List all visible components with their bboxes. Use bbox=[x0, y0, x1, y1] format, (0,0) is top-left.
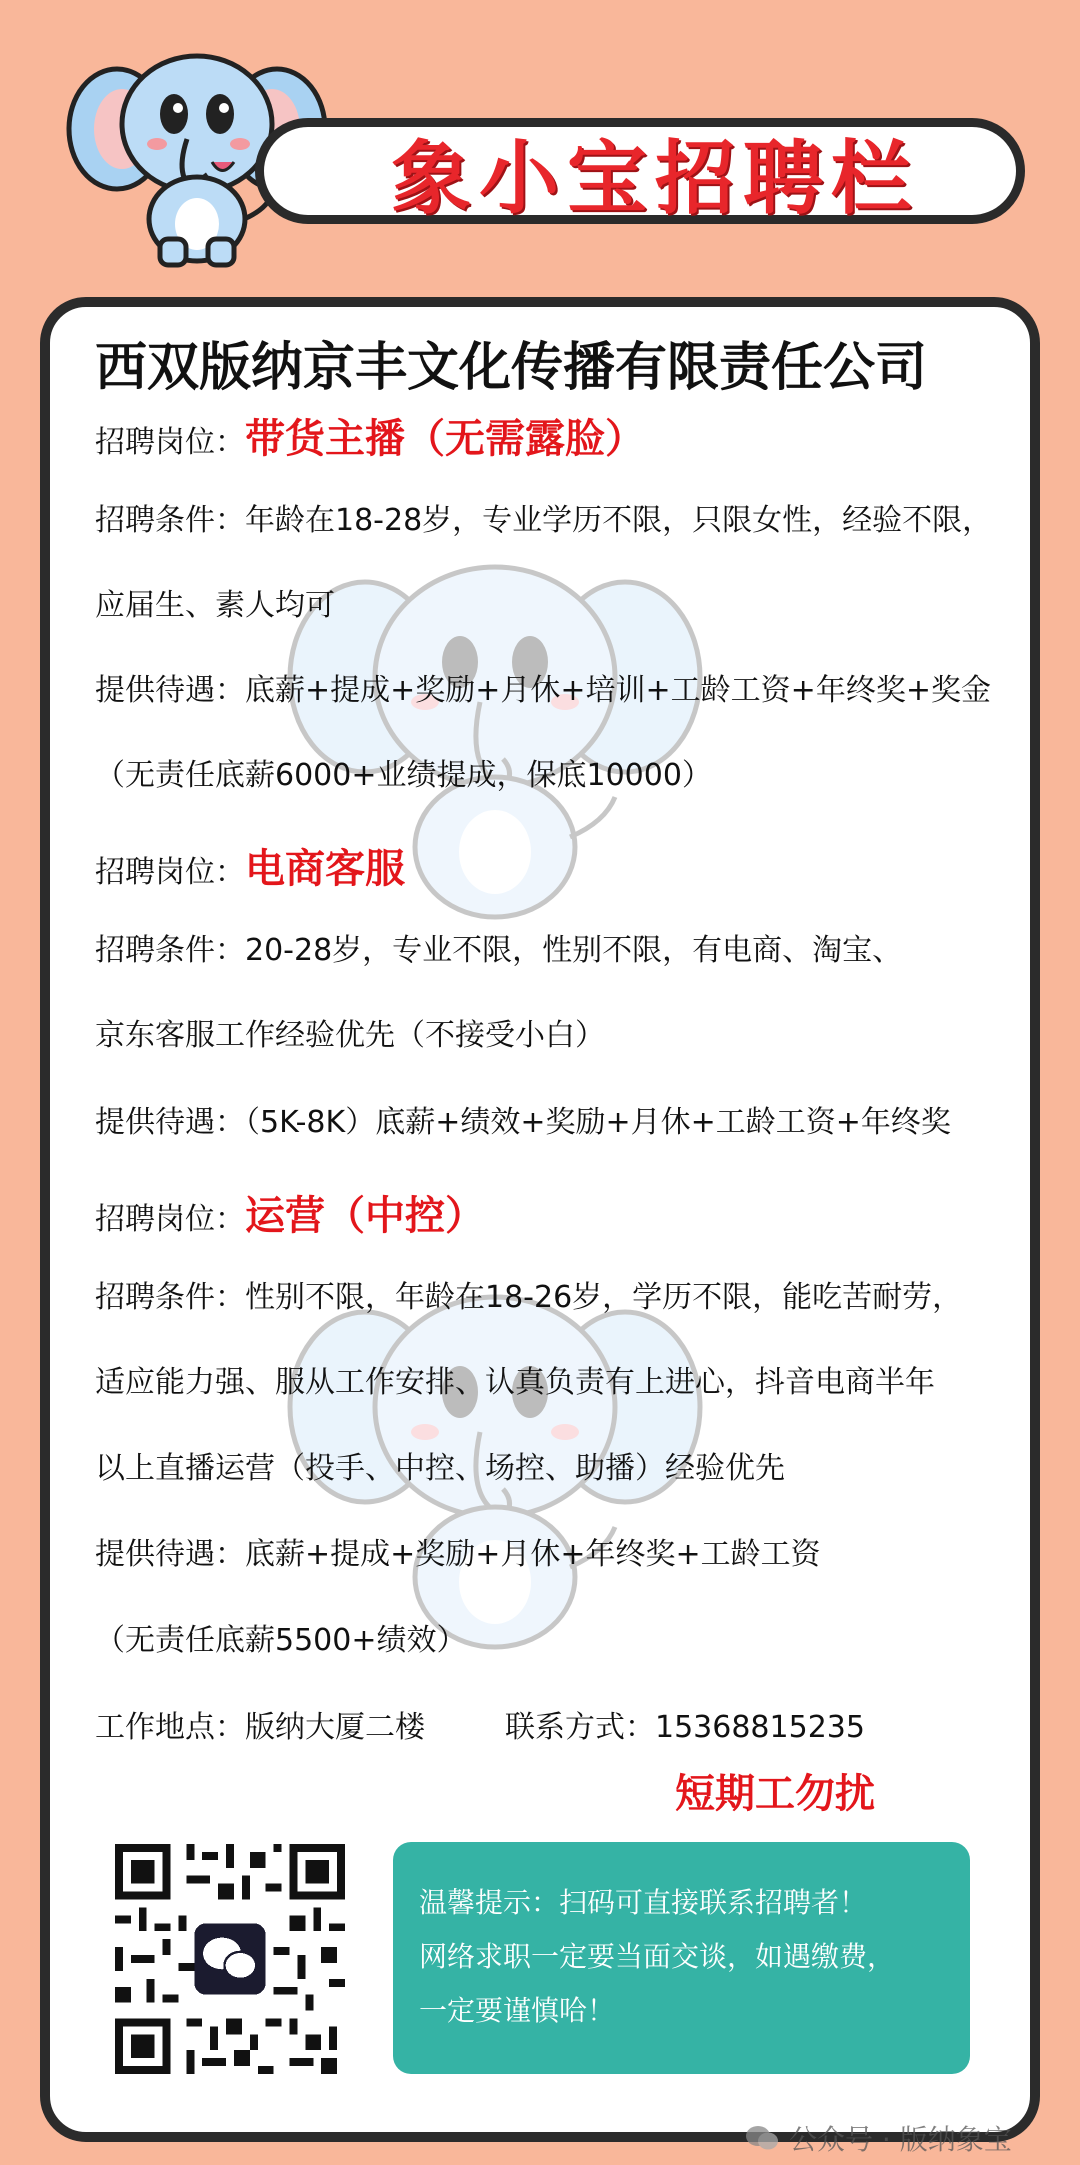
footer-text: 公众号 · 版纳象宝 bbox=[789, 2123, 1012, 2156]
position-label: 招聘岗位： bbox=[95, 425, 245, 460]
job-card bbox=[40, 297, 1040, 2142]
position-row bbox=[95, 1184, 485, 1241]
location-line: 工作地点：版纳大厦二楼 bbox=[95, 1710, 425, 1745]
requirement-line: 适应能力强、服从工作安排、认真负责有上进心，抖音电商半年 bbox=[95, 1365, 935, 1400]
requirement-line: 招聘条件：20-28岁，专业不限，性别不限，有电商、淘宝、 bbox=[95, 933, 903, 968]
qr-code-icon[interactable] bbox=[115, 1844, 345, 2074]
position-name: 电商客服 bbox=[245, 846, 405, 892]
wechat-icon bbox=[745, 2124, 779, 2152]
position-label: 招聘岗位： bbox=[95, 855, 245, 890]
requirement-line: 以上直播运营（投手、中控、场控、助播）经验优先 bbox=[95, 1451, 785, 1486]
tip-line: 温馨提示：扫码可直接联系招聘者！ bbox=[419, 1886, 868, 1919]
tip-line: 一定要谨慎哈！ bbox=[419, 1994, 616, 2027]
requirement-line: 招聘条件：年龄在18-28岁，专业学历不限，只限女性，经验不限， bbox=[95, 503, 993, 538]
phone-line[interactable]: 联系方式：15368815235 bbox=[505, 1710, 865, 1745]
position-row bbox=[95, 837, 405, 894]
position-row bbox=[95, 407, 645, 464]
company-name: 西双版纳京丰文化传播有限责任公司 bbox=[95, 338, 928, 398]
benefit-line: 提供待遇：底薪+提成+奖励+月休+年终奖+工龄工资 bbox=[95, 1537, 821, 1572]
title-banner bbox=[255, 118, 1025, 224]
benefit-line: 提供待遇：底薪+提成+奖励+月休+培训+工龄工资+年终奖+奖金 bbox=[95, 673, 991, 708]
requirement-line: 招聘条件：性别不限，年龄在18-26岁，学历不限，能吃苦耐劳， bbox=[95, 1280, 963, 1315]
position-label: 招聘岗位： bbox=[95, 1202, 245, 1237]
page-title: 象小宝招聘栏 bbox=[391, 131, 919, 225]
benefit-line: 提供待遇：（5K-8K）底薪+绩效+奖励+月休+工龄工资+年终奖 bbox=[95, 1105, 951, 1140]
position-name: 运营（中控） bbox=[245, 1193, 485, 1239]
requirement-line: 应届生、素人均可 bbox=[95, 588, 335, 623]
tip-box bbox=[393, 1842, 970, 2074]
position-name: 带货主播（无需露脸） bbox=[245, 416, 645, 462]
requirement-line: 京东客服工作经验优先（不接受小白） bbox=[95, 1018, 605, 1053]
tip-line: 网络求职一定要当面交谈，如遇缴费， bbox=[419, 1940, 896, 1973]
benefit-line: （无责任底薪6000+业绩提成，保底10000） bbox=[95, 758, 712, 793]
benefit-line: （无责任底薪5500+绩效） bbox=[95, 1623, 467, 1658]
footer-credit bbox=[745, 2118, 1012, 2158]
short-term-note: 短期工勿扰 bbox=[675, 1771, 875, 1817]
